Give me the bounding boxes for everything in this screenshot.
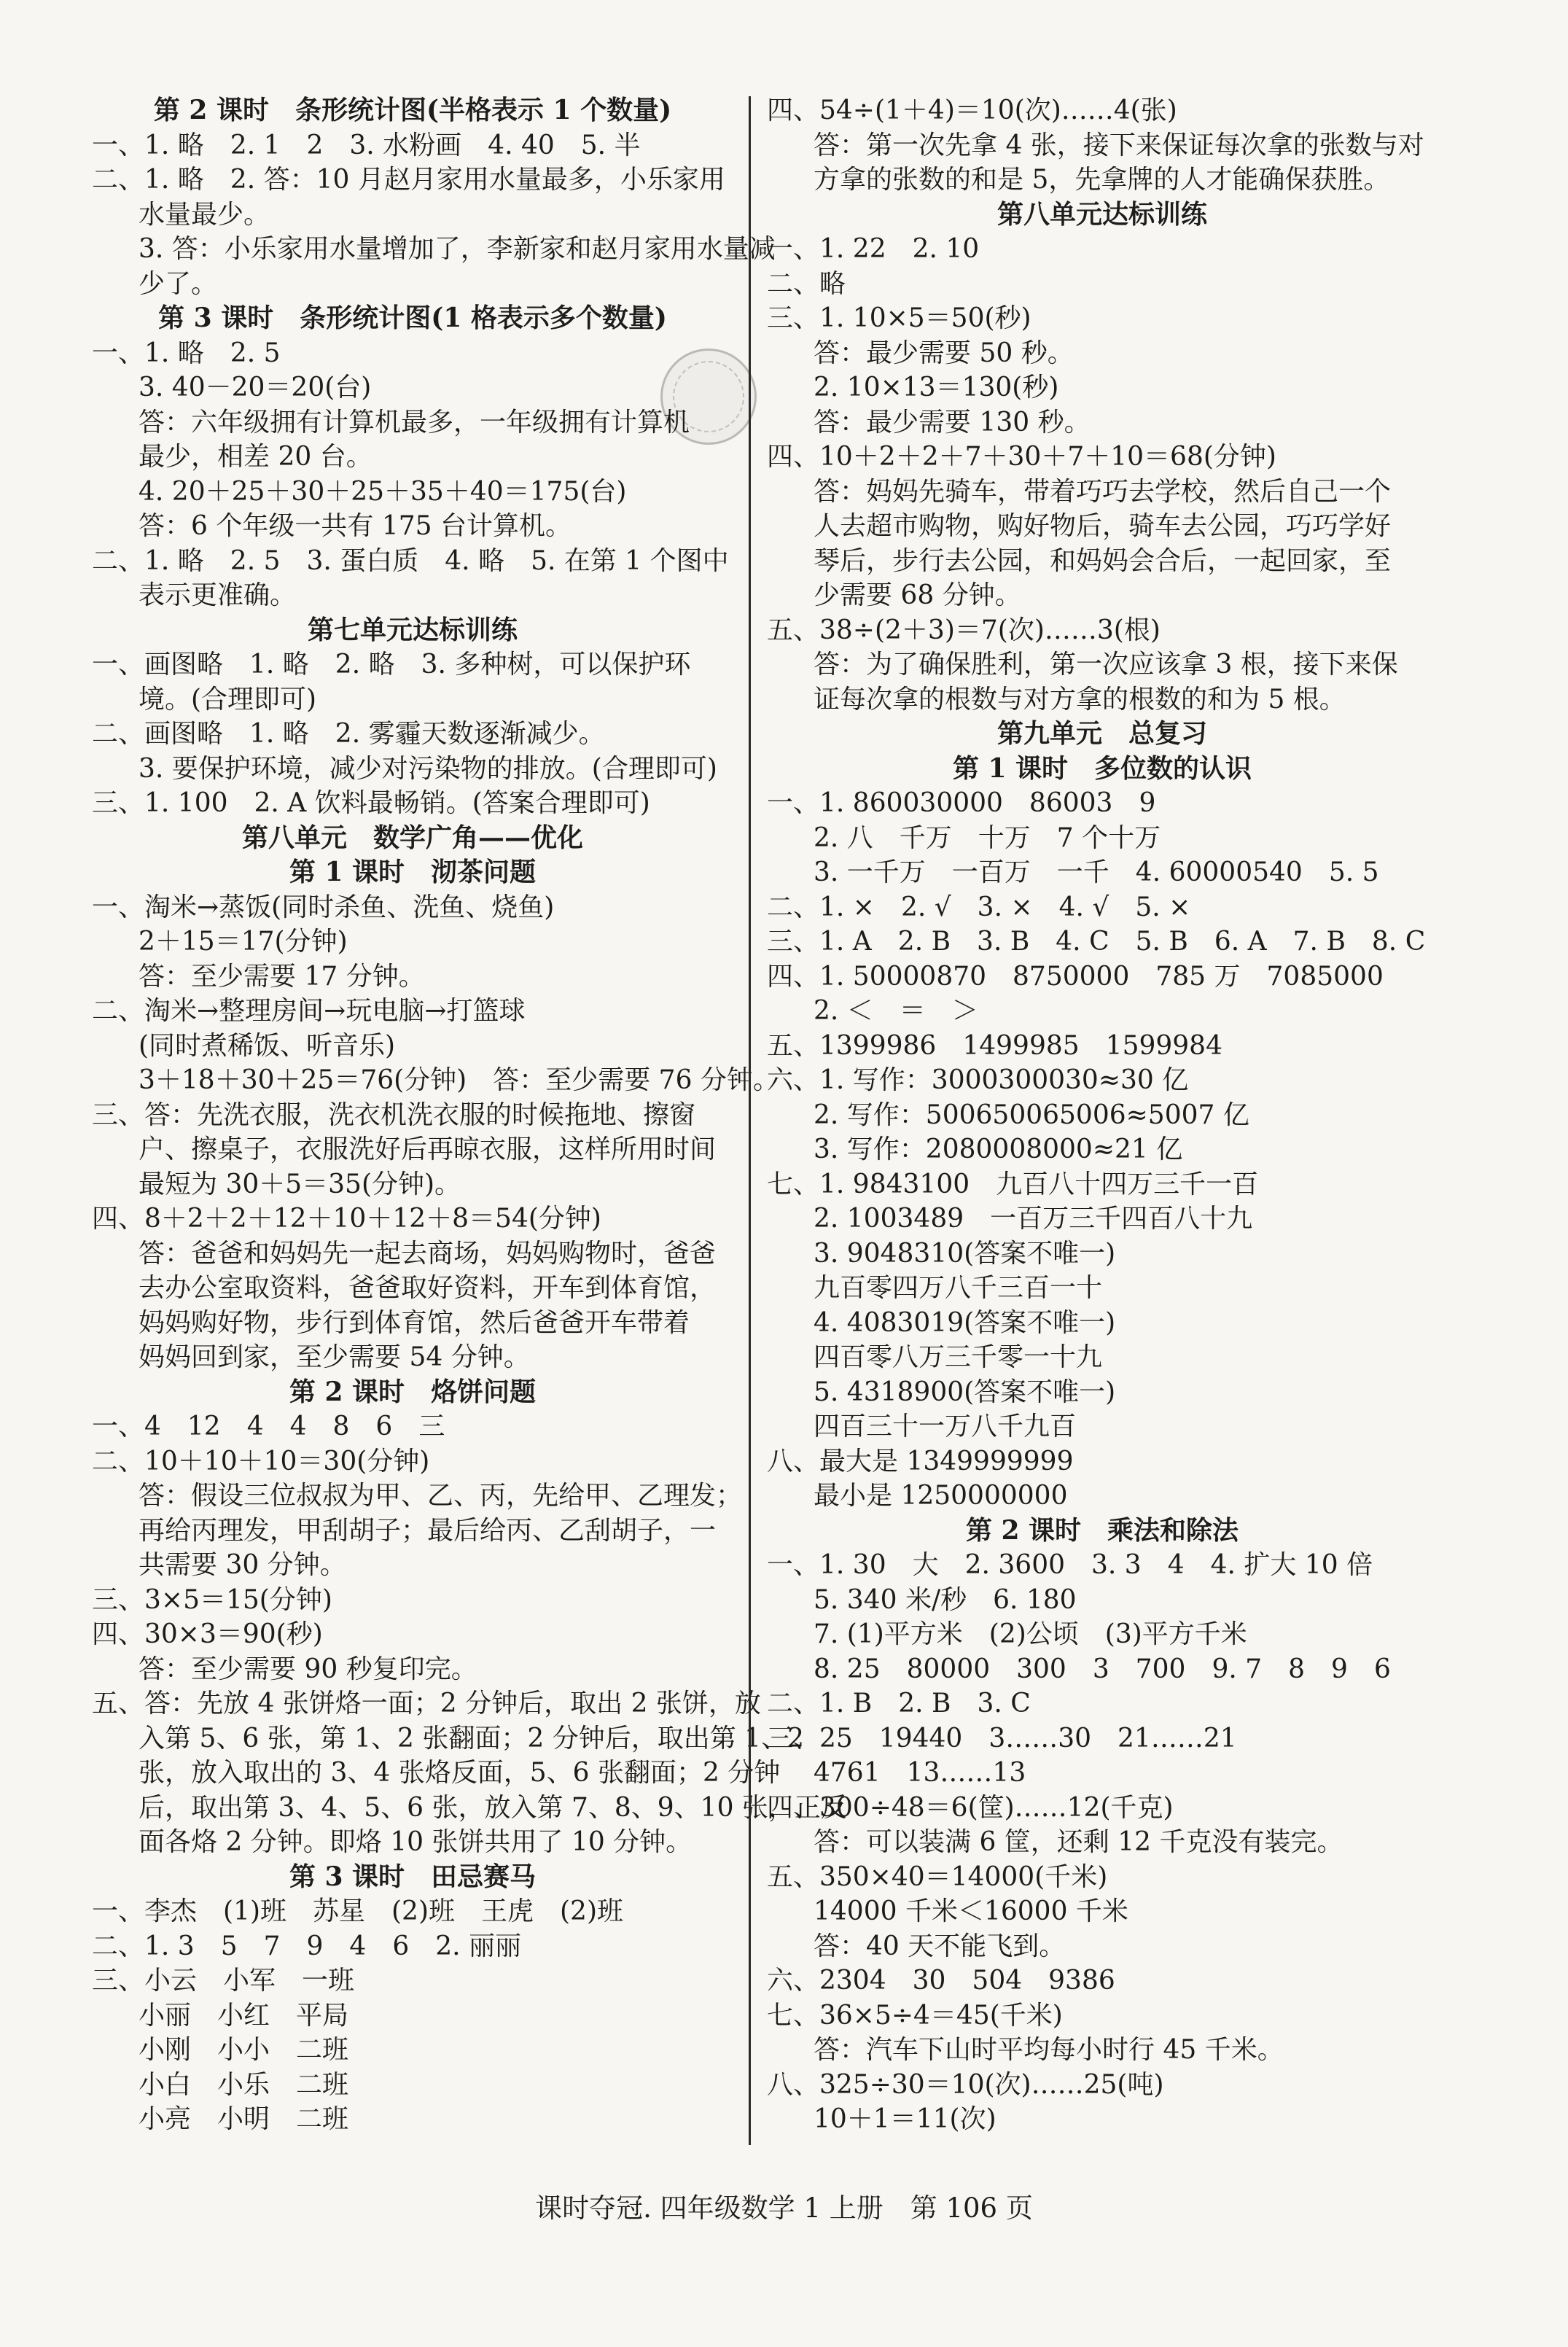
section-heading: 第 2 课时 条形统计图(半格表示 1 个数量) [153, 95, 672, 125]
answer-line: 3. 40－20＝20(台) [139, 373, 372, 402]
answer-line: 答：为了确保胜利，第一次应该拿 3 根，接下来保 [814, 650, 1398, 680]
answer-line: 户、擦桌子，衣服洗好后再晾衣服，这样所用时间 [139, 1134, 717, 1164]
answer-line: 五、答：先放 4 张饼烙一面；2 分钟后，取出 2 张饼，放 [92, 1689, 761, 1719]
answer-line: 答：40 天不能飞到。 [814, 1931, 1066, 1961]
answer-line: 去办公室取资料，爸爸取好资料，开车到体育馆， [139, 1273, 717, 1303]
answer-line: 五、350×40＝14000(千米) [767, 1861, 1108, 1892]
answer-line: 人去超市购物，购好物后，骑车去公园，巧巧学好 [814, 511, 1392, 541]
answer-line: 九百零四万八千三百一十 [814, 1273, 1103, 1303]
answer-line: 8. 25 80000 300 3 700 9. 7 8 9 6 [814, 1654, 1391, 1684]
answer-line: 3. 9048310(答案不唯一) [814, 1238, 1116, 1269]
answer-line: 表示更准确。 [139, 580, 297, 610]
answer-line: 二、1. 略 2. 5 3. 蛋白质 4. 略 5. 在第 1 个图中 [92, 545, 729, 576]
answer-line: 3. 写作：2080008000≈21 亿 [814, 1134, 1183, 1164]
answer-line: 二、淘米→整理房间→玩电脑→打篮球 [92, 996, 526, 1026]
answer-line: 五、38÷(2＋3)＝7(次)……3(根) [767, 615, 1161, 645]
page-footer: 课时夺冠. 四年级数学 1 上册 第 106 页 [535, 2192, 1033, 2224]
answer-line: 答：最少需要 50 秒。 [814, 338, 1074, 368]
answer-line: 3. 答：小乐家用水量增加了，李新家和赵月家用水量减 [139, 234, 776, 264]
answer-line: 答：至少需要 17 分钟。 [139, 961, 425, 992]
answer-line: 最少，相差 20 台。 [139, 442, 373, 472]
answer-line: 一、1. 略 2. 5 [92, 338, 281, 368]
answer-line: 证每次拿的根数与对方拿的根数的和为 5 根。 [814, 684, 1346, 715]
answer-line: 四、1. 50000870 8750000 785 万 7085000 [767, 961, 1384, 992]
answer-line: 14000 千米＜16000 千米 [814, 1896, 1128, 1926]
column-divider [749, 96, 751, 2145]
answer-line: 3. 要保护环境，减少对污染物的排放。(合理即可) [139, 753, 717, 784]
section-heading: 第 3 课时 条形统计图(1 格表示多个数量) [158, 303, 667, 333]
answer-line: 答：第一次先拿 4 张，接下来保证每次拿的张数与对 [814, 130, 1424, 160]
section-heading: 第 1 课时 多位数的认识 [952, 752, 1252, 784]
answer-line: 2. 10×13＝130(秒) [814, 373, 1059, 402]
answer-line: 共需要 30 分钟。 [139, 1550, 346, 1580]
answer-line: 答：汽车下山时平均每小时行 45 千米。 [814, 2035, 1284, 2065]
answer-line: 答：爸爸和妈妈先一起去商场，妈妈购物时，爸爸 [139, 1238, 717, 1269]
section-heading: 第八单元达标训练 [996, 198, 1207, 230]
answer-line: 7. (1)平方米 (2)公顷 (3)平方千米 [814, 1619, 1247, 1649]
answer-line: 水量最少。 [139, 199, 270, 230]
answer-line: 答：至少需要 90 秒复印完。 [139, 1654, 477, 1684]
answer-line: 二、1. 3 5 7 9 4 6 2. 丽丽 [92, 1931, 522, 1961]
answer-line: 最小是 1250000000 [814, 1481, 1068, 1511]
answer-line: 答：假设三位叔叔为甲、乙、丙，先给甲、乙理发； [139, 1481, 743, 1511]
answer-line: 二、1. B 2. B 3. C [767, 1689, 1031, 1719]
answer-line: 琴后，步行去公园，和妈妈会合后，一起回家，至 [814, 545, 1392, 576]
answer-line: 妈妈购好物，步行到体育馆，然后爸爸开车带着 [139, 1307, 690, 1338]
answer-line: 四百三十一万八千九百 [814, 1412, 1077, 1441]
right-column [767, 93, 1438, 2137]
answer-line: 4. 4083019(答案不唯一) [814, 1307, 1116, 1338]
section-heading: 第七单元达标训练 [307, 614, 518, 645]
answer-line: 2. 1003489 一百万三千四百八十九 [814, 1204, 1253, 1234]
answer-line: 4761 13……13 [814, 1758, 1026, 1788]
answer-line: 一、4 12 4 4 8 6 三 [92, 1412, 445, 1441]
answer-line: 4. 20＋25＋30＋25＋35＋40＝175(台) [139, 476, 627, 507]
section-heading: 第 2 课时 烙饼问题 [289, 1376, 537, 1407]
answer-line: 四、8＋2＋2＋12＋10＋12＋8＝54(分钟) [92, 1204, 601, 1234]
answer-line: 四、10＋2＋2＋7＋30＋7＋10＝68(分钟) [767, 442, 1276, 472]
answer-line: 小亮 小明 二班 [139, 2104, 349, 2134]
answer-line: 八、最大是 1349999999 [767, 1446, 1074, 1476]
answer-line: 二、1. × 2. √ 3. × 4. √ 5. × [767, 892, 1191, 922]
answer-line: 后，取出第 3、4、5、6 张，放入第 7、8、9、10 张，正反 [139, 1792, 847, 1823]
answer-line: 2. 写作：500650065006≈5007 亿 [814, 1099, 1249, 1130]
answer-line: 三、25 19440 3……30 21……21 [767, 1723, 1237, 1754]
answer-line: 最短为 30＋5＝35(分钟)。 [139, 1169, 461, 1199]
answer-line: 二、画图略 1. 略 2. 雾霾天数逐渐减少。 [92, 719, 605, 749]
answer-line: 2. 八 千万 十万 7 个十万 [814, 822, 1161, 853]
answer-line: 三、1. A 2. B 3. B 4. C 5. B 6. A 7. B 8. C [767, 927, 1426, 957]
answer-line: 六、2304 30 504 9386 [767, 1966, 1115, 1996]
answer-line: 三、1. 10×5＝50(秒) [767, 303, 1031, 333]
answer-line: (同时煮稀饭、听音乐) [139, 1030, 396, 1061]
answer-line: 小刚 小小 二班 [139, 2035, 349, 2065]
answer-line: 答：6 个年级一共有 175 台计算机。 [139, 511, 572, 541]
answer-line: 入第 5、6 张，第 1、2 张翻面；2 分钟后，取出第 1、2 [139, 1723, 804, 1754]
section-heading: 第八单元 数学广角——优化 [241, 822, 583, 853]
answer-line: 答：妈妈先骑车，带着巧巧去学校，然后自己一个 [814, 476, 1392, 507]
answer-line: 再给丙理发，甲刮胡子；最后给丙、乙刮胡子，一 [139, 1515, 717, 1546]
answer-line: 2＋15＝17(分钟) [139, 927, 348, 957]
answer-line: 5. 340 米/秒 6. 180 [814, 1584, 1077, 1615]
answer-line: 答：可以装满 6 筐，还剩 12 千克没有装完。 [814, 1827, 1343, 1857]
section-heading: 第九单元 总复习 [996, 718, 1207, 749]
answer-line: 一、画图略 1. 略 2. 略 3. 多种树，可以保护环 [92, 650, 691, 680]
answer-line: 方拿的张数的和是 5，先拿牌的人才能确保获胜。 [814, 165, 1390, 195]
answer-line: 2. ＜ ＝ ＞ [814, 996, 978, 1026]
answer-line: 一、淘米→蒸饭(同时杀鱼、洗鱼、烧鱼) [92, 892, 555, 922]
answer-line: 七、36×5÷4＝45(千米) [767, 2000, 1063, 2031]
answer-line: 境。(合理即可) [139, 684, 317, 715]
answer-line: 3＋18＋30＋25＝76(分钟) 答：至少需要 76 分钟。 [139, 1065, 779, 1095]
answer-line: 小白 小乐 二班 [139, 2069, 349, 2100]
answer-line: 小丽 小红 平局 [139, 2000, 349, 2031]
answer-line: 少了。 [139, 268, 218, 299]
answer-line: 四、30×3＝90(秒) [92, 1619, 323, 1649]
answer-line: 妈妈回到家，至少需要 54 分钟。 [139, 1342, 530, 1372]
section-heading: 第 2 课时 乘法和除法 [965, 1514, 1239, 1546]
answer-line: 四、54÷(1＋4)＝10(次)……4(张) [767, 96, 1177, 125]
section-heading: 第 1 课时 沏茶问题 [289, 857, 537, 887]
answer-line: 5. 4318900(答案不唯一) [814, 1377, 1116, 1407]
answer-line: 少需要 68 分钟。 [814, 580, 1021, 610]
answer-line: 三、小云 小军 一班 [92, 1966, 355, 1996]
answer-line: 二、10＋10＋10＝30(分钟) [92, 1446, 430, 1476]
answer-line: 二、略 [767, 268, 846, 299]
section-heading: 第 3 课时 田忌赛马 [289, 1861, 537, 1892]
answer-line: 一、1. 30 大 2. 3600 3. 3 4 4. 扩大 10 倍 [767, 1550, 1373, 1580]
answer-line: 3. 一千万 一百万 一千 4. 60000540 5. 5 [814, 857, 1379, 887]
answer-line: 七、1. 9843100 九百八十四万三千一百 [767, 1169, 1259, 1199]
answer-line: 一、1. 略 2. 1 2 3. 水粉画 4. 40 5. 半 [92, 130, 641, 160]
answer-line: 答：最少需要 130 秒。 [814, 407, 1091, 437]
answer-line: 面各烙 2 分钟。即烙 10 张饼共用了 10 分钟。 [139, 1827, 693, 1857]
answer-line: 六、1. 写作：3000300030≈30 亿 [767, 1065, 1189, 1095]
answer-line: 五、1399986 1499985 1599984 [767, 1030, 1222, 1061]
answer-line: 张，放入取出的 3、4 张烙反面，5、6 张翻面；2 分钟 [139, 1758, 781, 1788]
answer-line: 10＋1＝11(次) [814, 2104, 996, 2134]
answer-line: 四百零八万三千零一十九 [814, 1342, 1103, 1372]
answer-line: 八、325÷30＝10(次)……25(吨) [767, 2069, 1164, 2100]
answer-line: 四、300÷48＝6(筐)……12(千克) [767, 1792, 1174, 1823]
answer-line: 一、1. 860030000 86003 9 [767, 788, 1156, 818]
answer-line: 二、1. 略 2. 答：10 月赵月家用水量最多，小乐家用 [92, 165, 725, 195]
answer-line: 一、李杰 (1)班 苏星 (2)班 王虎 (2)班 [92, 1896, 623, 1926]
answer-line: 答：六年级拥有计算机最多，一年级拥有计算机 [139, 407, 690, 437]
answer-line: 三、1. 100 2. A 饮料最畅销。(答案合理即可) [92, 788, 650, 818]
answer-line: 一、1. 22 2. 10 [767, 234, 980, 264]
answer-line: 三、3×5＝15(分钟) [92, 1584, 332, 1615]
answer-line: 三、答：先洗衣服，洗衣机洗衣服的时候拖地、擦窗 [92, 1099, 696, 1130]
